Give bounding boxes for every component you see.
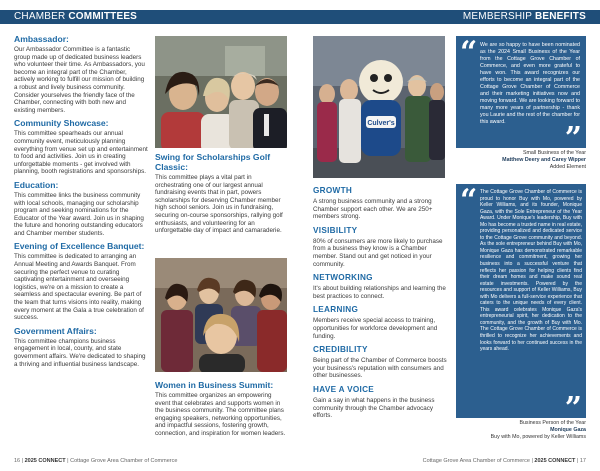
section-text: This committee plays a vital part in orchestrating one of our largest annual fundraising events that in part, powers scholarships for deserving Chamber member high school seniors. Join us in fundraising, securing on-course sponsorships, rallying golf enthusiasts, and volunteering for an unforgettable day of impact and camaraderie.: [155, 174, 283, 235]
page-number: 16: [14, 458, 21, 464]
close-quote-icon: ”: [564, 121, 582, 156]
benefit-title: GROWTH: [313, 186, 353, 195]
close-quote-icon: ”: [564, 391, 582, 426]
publisher-name: Cottage Grove Area Chamber of Commerce: [70, 458, 178, 464]
committees-column-left: [14, 34, 148, 368]
mascot-sign-text: Culver's: [367, 120, 395, 127]
benefit-text: 80% of consumers are more likely to purchase from a business they know is a Chamber member. Stand out and get noticed in your community.: [313, 237, 443, 268]
testimonial-award: Business Person of the Year: [519, 420, 586, 426]
footer-right: Cottage Grove Area Chamber of Commerce | 2025 CONNECT | 17: [422, 458, 586, 464]
benefit-title: VISIBILITY: [313, 225, 358, 235]
header-right-bold: BENEFITS: [534, 11, 586, 22]
benefit-title: LEARNING: [313, 305, 359, 315]
testimonial-award: Small Business of the Year: [522, 150, 586, 156]
benefits-column: [313, 186, 448, 420]
publication-name: 2025 CONNECT: [24, 458, 66, 464]
testimonial-signature: [456, 150, 586, 171]
header-left-light: CHAMBER: [14, 11, 69, 22]
testimonial-panel: [456, 35, 586, 156]
photo-golf-group: [155, 36, 287, 148]
testimonial-quote: The Cottage Grove Chamber of Commerce is proud to honor Buy with Mo, powered by Keller Williams, and its founder, Monique Gaza, with the Sole Entrepreneur of the Year Award. Under Monique's leadership, Buy with Mo has become a trusted name in real estate, providing personalized and dedicated service to the Cottage Grove community and beyond. As the sole entrepreneur behind Buy with Mo, Monique Gaza has demonstrated remarkable resilience and commitment, growing her business into a successful venture that reflects her passion for helping clients find their dream homes and make sound real estate investments. Powered by the resources and support of Keller Williams, Buy with Mo delivers a full-service experience that caters to the unique needs of every client. This award celebrates Monique Gaza's entrepreneurial spirit, her dedication to the community, and the growth of Buy with Mo. The Cottage Grove Chamber of Commerce is thrilled to recognize her achievements and looks forward to her continued success in the years ahead.: [480, 189, 582, 353]
section-title: Government Affairs:: [14, 325, 97, 336]
benefit-text: Being part of the Chamber of Commerce boosts your business's reputation with consumers and other businesses.: [313, 357, 447, 380]
testimonial-quote: We are so happy to have been nominated as the 2024 Small Business of the Year from the Cottage Grove Chamber of Commerce, and even more grateful to have won. This award recognizes our efforts to become an integral part of the Cottage Grove Chamber of Commerce and their marketing initiatives now and moving forward. We are looking forward to many more years of partnership - thank you Laurie and the rest of the chamber for this award.: [480, 42, 580, 125]
section-title: Women in Business Summit:: [155, 380, 274, 390]
section-title: Education:: [14, 179, 59, 190]
section-text: Our Ambassador Committee is a fantastic group made up of dedicated business leaders who volunteer their time. As Ambassadors, you become an integral part of the Chamber, actively working to fulfill our mission of building a robust and lively business community. Consider yourselves the friendly face of the Chamber, connecting with both new and existing members.: [14, 46, 145, 114]
section-title: Swing for Scholarships Golf Classic:: [155, 152, 271, 172]
benefit-title: HAVE A VOICE: [313, 384, 375, 394]
section-text: This committee champions business engagement in local, county, and state government affairs. We're dedicated to shaping a thriving and influential business landscape.: [14, 337, 146, 368]
benefit-text: Members receive special access to training, opportunities for workforce development and funding.: [313, 317, 438, 340]
committees-column-middle-top: [155, 152, 288, 235]
open-quote-icon: “: [460, 183, 478, 218]
publisher-name: Cottage Grove Area Chamber of Commerce: [422, 458, 530, 464]
right-header-bar: [300, 10, 600, 24]
section-text: This committee spearheads our annual community event, meticulously planning everything from venue set up and entertainment to food and activities. Join us in creating unforgettable moments - get involved with planning, booth registrations and sponsorships.: [14, 130, 148, 176]
section-text: This committee is dedicated to arranging an Annual Meeting and Awards Banquet. From securing the perfect venue to curating captivating entertainment and overseeing logistics, we're on a mission to create a seamless and spectacular evening. Be part of the team that turns visions into reality, making every moment at the Gala a true celebration of success.: [14, 253, 144, 322]
photo-women-group: [155, 258, 287, 372]
benefit-text: It's about building relationships and learning the best practices to connect.: [313, 285, 446, 300]
section-title: Evening of Excellence Banquet:: [14, 241, 145, 252]
benefit-text: A strong business community and a strong Chamber support each other. We are 250+ members strong.: [313, 198, 433, 221]
benefit-title: CREDIBILITY: [313, 345, 368, 355]
committees-column-middle-bottom: [155, 380, 288, 438]
header-left-bold: COMMITTEES: [68, 11, 138, 22]
testimonial-business: Buy with Mo, powered by Keller Williams: [490, 434, 586, 440]
page-number: 17: [579, 458, 586, 464]
footer-left: 16 | 2025 CONNECT | Cottage Grove Area Chamber of Commerce: [14, 458, 178, 464]
publication-name: 2025 CONNECT: [534, 458, 576, 464]
testimonial-signature: [456, 420, 586, 441]
section-text: This committee organizes an empowering event that celebrates and supports women in the business community. The committee plans engaging speakers, networking opportunities, and impactful sessions, fostering growth, connection, and inspiration for women leaders.: [155, 392, 286, 437]
section-text: This committee links the business community with local schools, managing our scholarship program and seeking nominations for the Educator of the Year award. Join us in shaping the future and honoring outstanding educators and Chamber member students.: [14, 191, 144, 237]
benefit-title: NETWORKING: [313, 273, 373, 283]
header-right-light: MEMBERSHIP: [462, 11, 535, 22]
left-header-bar: [0, 10, 300, 24]
benefit-text: Gain a say in what happens in the business community through the Chamber advocacy efforts.: [313, 396, 435, 420]
section-title: Ambassador:: [14, 34, 69, 44]
open-quote-icon: “: [460, 35, 478, 70]
photo-mascot-event: [313, 36, 445, 178]
testimonial-name: Monique Gaza: [550, 427, 586, 433]
testimonial-business: Added Element: [549, 164, 586, 170]
testimonial-name: Matthew Deery and Carey Wipper: [502, 157, 586, 163]
section-title: Community Showcase:: [14, 118, 109, 129]
